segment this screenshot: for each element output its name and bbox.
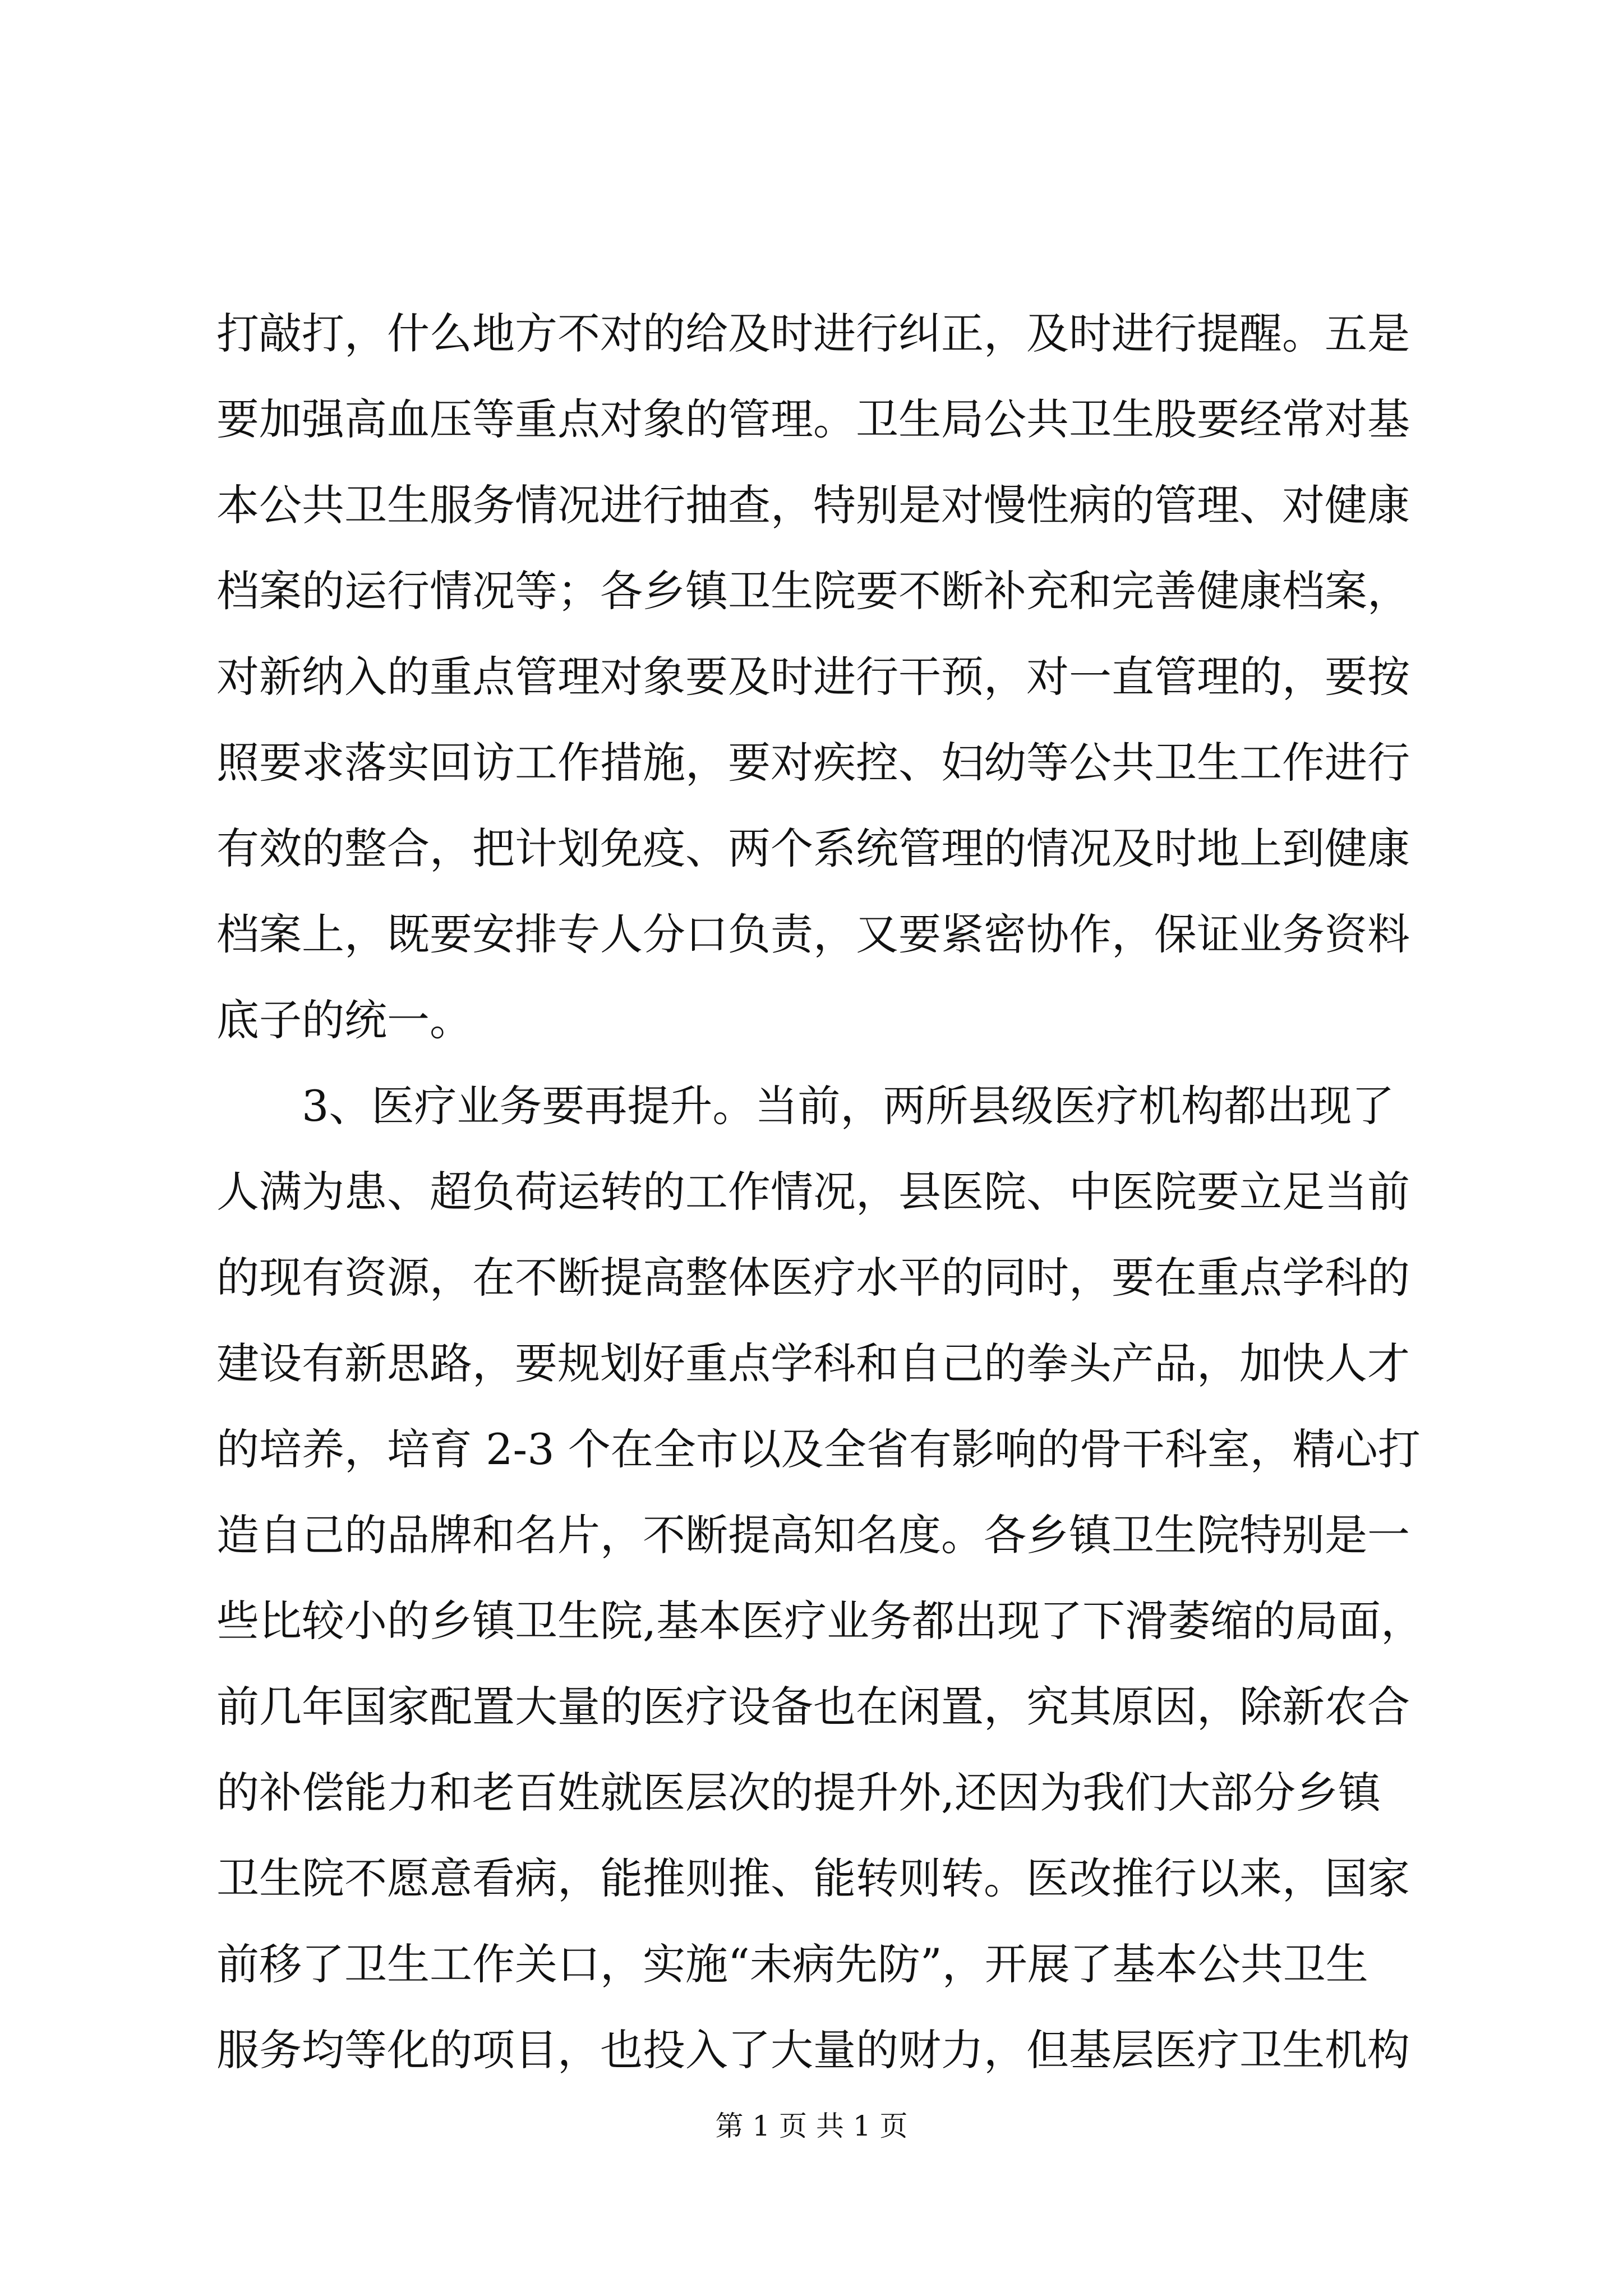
text-line-11: 人满为患、超负荷运转的工作情况，县医院、中医院要立足当前 bbox=[216, 1167, 1410, 1217]
text-line-10: 3、医疗业务要再提升。当前，两所县级医疗机构都出现了 bbox=[302, 1081, 1395, 1131]
text-line-6: 照要求落实回访工作措施，要对疾控、妇幼等公共卫生工作进行 bbox=[216, 738, 1410, 788]
text-line-9: 底子的统一。 bbox=[216, 995, 472, 1045]
text-line-19: 卫生院不愿意看病，能推则推、能转则转。医改推行以来，国家 bbox=[216, 1853, 1410, 1903]
text-line-12: 的现有资源，在不断提高整体医疗水平的同时，要在重点学科的 bbox=[216, 1253, 1410, 1303]
page-number-footer: 第 1 页 共 1 页 bbox=[715, 2110, 908, 2142]
text-line-3: 本公共卫生服务情况进行抽查，特别是对慢性病的管理、对健康 bbox=[216, 480, 1410, 530]
text-line-4: 档案的运行情况等；各乡镇卫生院要不断补充和完善健康档案， bbox=[216, 566, 1410, 616]
text-line-8: 档案上，既要安排专人分口负责，又要紧密协作，保证业务资料 bbox=[216, 909, 1410, 959]
text-line-17: 前几年国家配置大量的医疗设备也在闲置，究其原因，除新农合 bbox=[216, 1682, 1410, 1732]
text-line-5: 对新纳入的重点管理对象要及时进行干预，对一直管理的，要按 bbox=[216, 652, 1410, 702]
text-line-13: 建设有新思路，要规划好重点学科和自己的拳头产品，加快人才 bbox=[216, 1338, 1410, 1388]
text-line-15: 造自己的品牌和名片，不断提高知名度。各乡镇卫生院特别是一 bbox=[216, 1510, 1410, 1560]
text-line-1: 打敲打，什么地方不对的给及时进行纠正，及时进行提醒。五是 bbox=[216, 309, 1410, 358]
text-line-21: 服务均等化的项目，也投入了大量的财力，但基层医疗卫生机构 bbox=[216, 2025, 1410, 2075]
text-line-16: 些比较小的乡镇卫生院,基本医疗业务都出现了下滑萎缩的局面， bbox=[216, 1596, 1424, 1646]
text-line-7: 有效的整合，把计划免疫、两个系统管理的情况及时地上到健康 bbox=[216, 823, 1410, 873]
text-line-18: 的补偿能力和老百姓就医层次的提升外,还因为我们大部分乡镇 bbox=[216, 1768, 1381, 1818]
text-line-14: 的培养，培育 2-3 个在全市以及全省有影响的骨干科室，精心打 bbox=[216, 1424, 1421, 1474]
text-line-20: 前移了卫生工作关口，实施“未病先防”，开展了基本公共卫生 bbox=[216, 1939, 1368, 1989]
text-line-2: 要加强高血压等重点对象的管理。卫生局公共卫生股要经常对基 bbox=[216, 394, 1410, 444]
